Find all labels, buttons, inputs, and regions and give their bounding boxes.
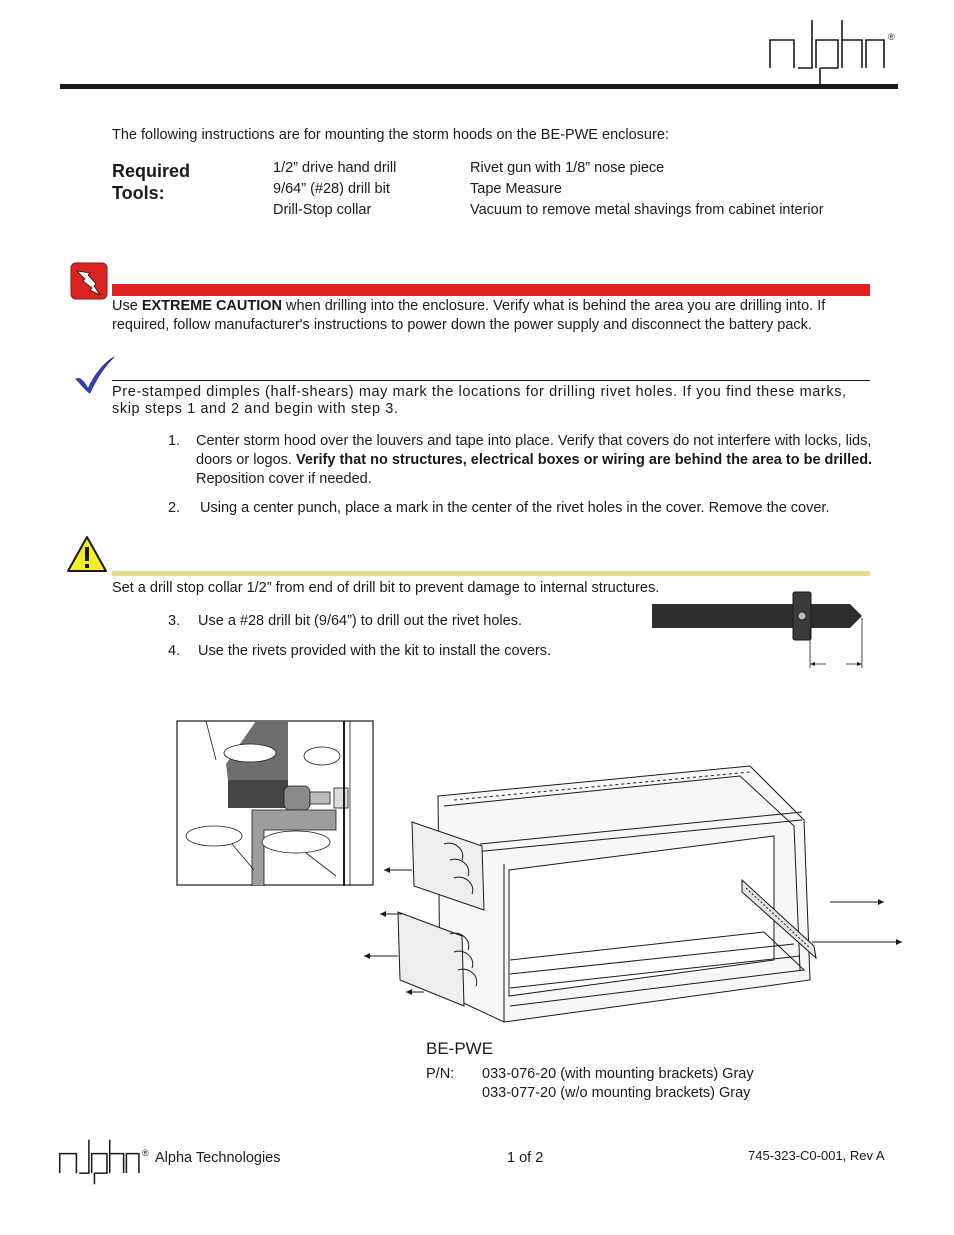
step-1-text: [196, 432, 878, 489]
step-3: [168, 612, 628, 631]
warning-post: when drilling into the enclosure. Verify what is behind the area you are drilling into. If required, follow manufacturer's instructions to power down the power supply and disconnect the battery pack.: [112, 298, 826, 333]
drill-bit-collar-illustration: [650, 590, 866, 670]
tools-col1: [273, 158, 396, 221]
tools-label-line2: Tools:: [112, 183, 165, 203]
note-text: Pre-stamped dimples (half-shears) may mark the locations for drilling rivet holes. If you find these marks, skip steps 1 and 2 and begin with step 3.: [112, 384, 847, 417]
product-name: BE-PWE: [426, 1039, 494, 1058]
note-rule: [112, 380, 870, 381]
caution-triangle-icon: [66, 534, 108, 574]
warning-electrical-icon: [70, 262, 108, 300]
step-3-text: Use a #28 drill bit (9/64”) to drill out the rivet holes.: [198, 613, 522, 629]
step-4: [168, 642, 628, 661]
warning-bold: EXTREME CAUTION: [141, 298, 282, 314]
step-1: [168, 432, 878, 489]
caution-text: Set a drill stop collar 1/2” from end of drill bit to prevent damage to internal structures.: [112, 580, 660, 596]
tool-item: Tape Measure: [470, 181, 562, 197]
tool-item: Rivet gun with 1/8” nose piece: [470, 160, 665, 176]
tools-col2: [470, 158, 824, 221]
alpha-logo: [768, 16, 888, 88]
tool-item: Drill-Stop collar: [273, 202, 372, 218]
intro-text: The following instructions are for mounting the storm hoods on the BE-PWE enclosure:: [112, 127, 669, 143]
footer-page-number: 1 of 2: [507, 1150, 544, 1166]
footer-company: Alpha Technologies: [155, 1150, 281, 1166]
part-number-2: 033-077-20 (w/o mounting brackets) Gray: [482, 1085, 751, 1101]
footer-registered-mark: ®: [142, 1148, 149, 1158]
pn-label: P/N:: [426, 1066, 455, 1082]
step-1-pre: Center storm hood over the louvers and tape into place. Verify that covers do not interfere with locks, lids, doors or logos.: [196, 433, 872, 468]
registered-mark: ®: [888, 32, 895, 42]
checkmark-icon: [72, 355, 116, 395]
step-number: 2.: [168, 500, 181, 516]
footer-alpha-logo: [58, 1137, 142, 1187]
step-1-bold: Verify that no structures, electrical boxes or wiring are behind the area to be drilled.: [295, 452, 873, 468]
tools-label-line1: Required: [112, 161, 191, 181]
step-number: 3.: [168, 613, 181, 629]
footer-doc-number: 745-323-C0-001, Rev A: [748, 1148, 885, 1163]
enclosure-illustration: [354, 760, 902, 1032]
step-number: 1.: [168, 433, 181, 449]
step-4-text: Use the rivets provided with the kit to install the covers.: [198, 643, 551, 659]
drill-detail-illustration: [176, 720, 374, 886]
part-number-1: 033-076-20 (with mounting brackets) Gray: [482, 1066, 754, 1082]
tool-item: 1/2” drive hand drill: [273, 160, 397, 176]
warning-pre: Use: [112, 298, 142, 314]
caution-bar: [112, 571, 870, 576]
tool-item: 9/64” (#28) drill bit: [273, 181, 390, 197]
header-rule: [60, 84, 898, 89]
step-2-text: Using a center punch, place a mark in the center of the rivet holes in the cover. Remove the cover.: [200, 500, 830, 516]
warning-text: [112, 297, 872, 335]
tools-label: [112, 160, 190, 204]
step-number: 4.: [168, 643, 181, 659]
step-2: [168, 499, 868, 518]
step-1-post: Reposition cover if needed.: [196, 471, 372, 487]
warning-bar: [112, 284, 870, 296]
tool-item: Vacuum to remove metal shavings from cabinet interior: [470, 202, 824, 218]
